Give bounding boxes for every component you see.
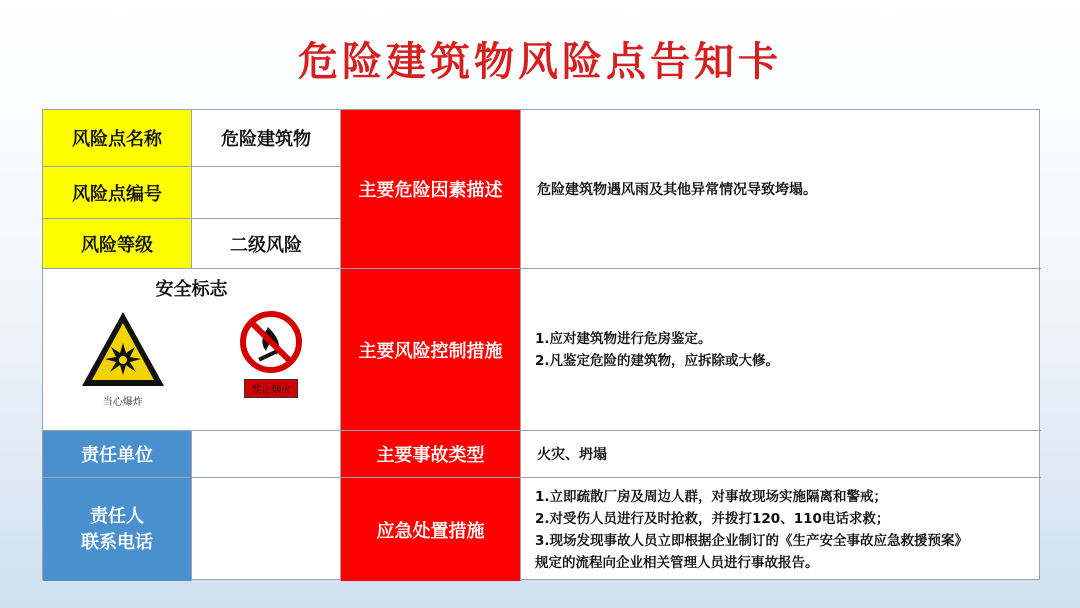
control-line: 1.应对建筑物进行危房鉴定。 [535, 330, 712, 347]
emergency-label: 应急处置措施 [341, 478, 521, 581]
main-hazards-value: 危险建筑物遇风雨及其他异常情况导致垮塌。 [521, 110, 1041, 269]
risk-name-value: 危险建筑物 [192, 110, 341, 167]
explosion-warning-icon [79, 309, 167, 389]
warning-sign-caption: 当心爆炸 [102, 397, 143, 408]
risk-level-value: 二级风险 [192, 219, 341, 269]
prohibition-sign [238, 309, 304, 408]
risk-code-label: 风险点编号 [43, 167, 192, 219]
safety-signs-panel [43, 269, 341, 431]
contact-phone-text: 联系电话 [81, 531, 153, 553]
accident-types-label: 主要事故类型 [341, 431, 521, 478]
prohibition-sign-caption: 禁止烟火 [244, 379, 298, 398]
control-line: 2.凡鉴定危险的建筑物，应拆除或大修。 [535, 352, 780, 369]
responsible-person-value [192, 478, 341, 581]
emergency-line: 规定的流程向企业相关管理人员进行事故报告。 [535, 554, 819, 571]
responsible-unit-label: 责任单位 [43, 431, 192, 478]
risk-code-value [192, 167, 341, 219]
emergency-value [521, 478, 1041, 581]
risk-level-label: 风险等级 [43, 219, 192, 269]
main-hazards-label: 主要危险因素描述 [341, 110, 521, 269]
safety-signs-title: 安全标志 [155, 279, 228, 300]
main-controls-value [521, 269, 1041, 431]
page-title: 危险建筑物风险点告知卡 [298, 39, 782, 85]
responsible-person-label [43, 478, 192, 581]
emergency-line: 2.对受伤人员进行及时抢救，并拨打120、110电话求救； [535, 510, 890, 527]
emergency-line: 3.现场发现事故人员立即根据企业制订的《生产安全事故应急救援预案》 [535, 532, 969, 549]
risk-card-table [42, 109, 1040, 580]
main-controls-label: 主要风险控制措施 [341, 269, 521, 431]
responsible-unit-value [192, 431, 341, 478]
responsible-person-text: 责任人 [90, 505, 144, 527]
emergency-line: 1.立即疏散厂房及周边人群，对事故现场实施隔离和警戒； [535, 488, 888, 505]
warning-sign [79, 309, 167, 408]
risk-name-label: 风险点名称 [43, 110, 192, 167]
accident-types-value: 火灾、坍塌 [521, 431, 1041, 478]
no-fire-icon [238, 309, 304, 375]
